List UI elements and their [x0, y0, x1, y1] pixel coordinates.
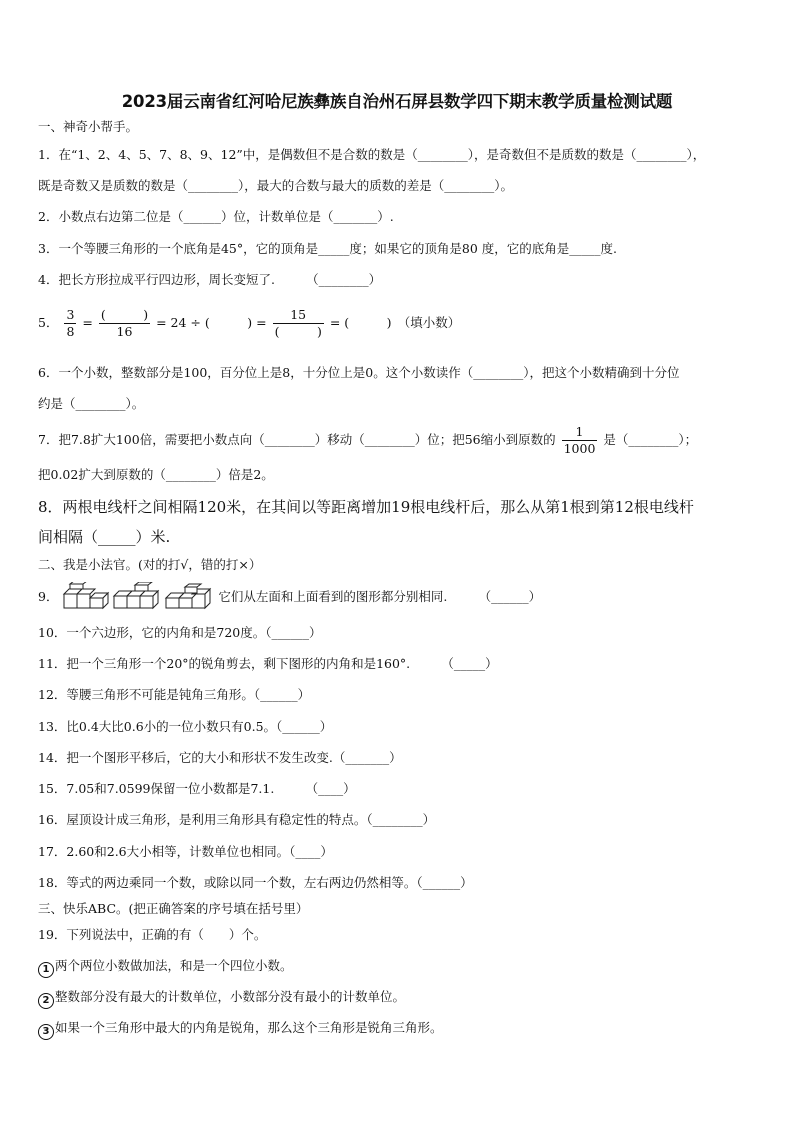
question-4: 4．把长方形拉成平行四边形，周长变短了. （________）: [38, 272, 382, 287]
question-8-line-2: 间相隔（_____）米.: [38, 528, 171, 546]
section-3-heading: 三、快乐ABC。(把正确答案的序号填在括号里）: [38, 901, 309, 916]
circled-number-1: 1: [38, 962, 54, 978]
fraction-numerator: 15: [273, 307, 324, 324]
section-2-heading: 二、我是小法官。(对的打√，错的打×）: [38, 557, 262, 572]
division-blank[interactable]: = 24 ÷ ( ) =: [156, 315, 267, 330]
question-14: 14．把一个图形平移后，它的大小和形状不发生改变.（_______）: [38, 750, 402, 765]
circled-number-3: 3: [38, 1024, 54, 1040]
section-1-heading: 一、神奇小帮手。: [38, 119, 139, 134]
option-2: [38, 988, 405, 1009]
question-7-tail: 是（________）；: [603, 432, 698, 447]
question-18: 18．等式的两边乘同一个数，或除以同一个数，左右两边仍然相等。（______）: [38, 875, 473, 890]
question-7-line-2: 把0.02扩大到原数的（________）倍是2。: [38, 467, 274, 482]
option-3-text: 如果一个三角形中最大的内角是锐角，那么这个三角形是锐角三角形。: [55, 1020, 443, 1035]
option-1-text: 两个两位小数做加法，和是一个四位小数。: [55, 958, 293, 973]
decimal-blank[interactable]: = ( ) （填小数）: [329, 315, 461, 330]
fraction-denominator-blank[interactable]: ( ): [274, 324, 322, 339]
question-6-line-1: 6．一个小数，整数部分是100，百分位上是8，十分位上是0。这个小数读作（________），把这个小数精确到十分位: [38, 365, 680, 380]
question-12: 12．等腰三角形不可能是钝角三角形。（______）: [38, 687, 311, 702]
question-15: 15．7.05和7.0599保留一位小数都是7.1. （____）: [38, 781, 356, 796]
question-7-line-1: [38, 422, 697, 458]
fraction-denominator: 1000: [563, 441, 596, 456]
fraction-3-8: [64, 307, 76, 340]
question-9-text: 它们从左面和上面看到的图形都分别相同. （______）: [218, 589, 542, 604]
question-13: 13．比0.4大比0.6小的一位小数只有0.5。（______）: [38, 719, 333, 734]
question-7-text: 7．把7.8扩大100倍，需要把小数点向（________）移动（________）位；把56缩小到原数的: [38, 432, 556, 447]
question-1-line-1: 1．在“1、2、4、5、7、8、9、12”中，是偶数但不是合数的数是（________），是奇数但不是质数的数是（________），: [38, 147, 706, 162]
fraction-1-1000: [562, 424, 598, 457]
question-16: 16．屋顶设计成三角形，是利用三角形具有稳定性的特点。（________）: [38, 812, 436, 827]
question-2: 2．小数点右边第二位是（______）位，计数单位是（_______）.: [38, 209, 394, 224]
fraction-numerator-blank[interactable]: ( ): [100, 307, 149, 322]
circled-number-2: 2: [38, 993, 54, 1009]
question-6-line-2: 约是（________）。: [38, 396, 145, 411]
fraction-numerator: 3: [66, 307, 75, 322]
fraction-numerator: 1: [562, 424, 598, 441]
option-1: [38, 957, 293, 978]
question-11: 11．把一个三角形一个20°的锐角剪去，剩下图形的内角和是160°. （_____）: [38, 656, 498, 671]
fraction-denominator: 8: [66, 324, 75, 339]
question-5-label: 5．: [38, 315, 59, 330]
question-19: 19．下列说法中，正确的有（ ）个。: [38, 927, 267, 942]
question-9-label: 9．: [38, 589, 59, 604]
question-9: [38, 580, 541, 614]
option-2-text: 整数部分没有最大的计数单位，小数部分没有最小的计数单位。: [55, 989, 406, 1004]
page-title: 2023届云南省红河哈尼族彝族自治州石屏县数学四下期末教学质量检测试题: [121, 92, 673, 111]
question-10: 10．一个六边形，它的内角和是720度。（______）: [38, 625, 322, 640]
question-8-line-1: 8．两根电线杆之间相隔120米，在其间以等距离增加19根电线杆后，那么从第1根到第12根电线杆: [38, 498, 694, 516]
cube-stack-figures: [62, 582, 214, 614]
fraction-15-blank: [273, 307, 324, 340]
question-17: 17．2.60和2.6大小相等，计数单位也相同。（____）: [38, 844, 333, 859]
question-5: 5． $\frac{3}{8}$ = $\frac{( )}{16}$ = 24 ÷ ( ) = $\frac{15}{( )}$ = ( ) （填小数）: [38, 307, 461, 339]
question-3: 3．一个等腰三角形的一个底角是45°，它的顶角是_____度；如果它的顶角是80 度，它的底角是_____度.: [38, 241, 617, 256]
question-1-line-2: 既是奇数又是质数的数是（________），最大的合数与最大的质数的差是（________）。: [38, 178, 514, 193]
option-3: [38, 1019, 443, 1040]
fraction-denominator: 16: [116, 324, 133, 339]
fraction-blank-16: [99, 307, 150, 340]
